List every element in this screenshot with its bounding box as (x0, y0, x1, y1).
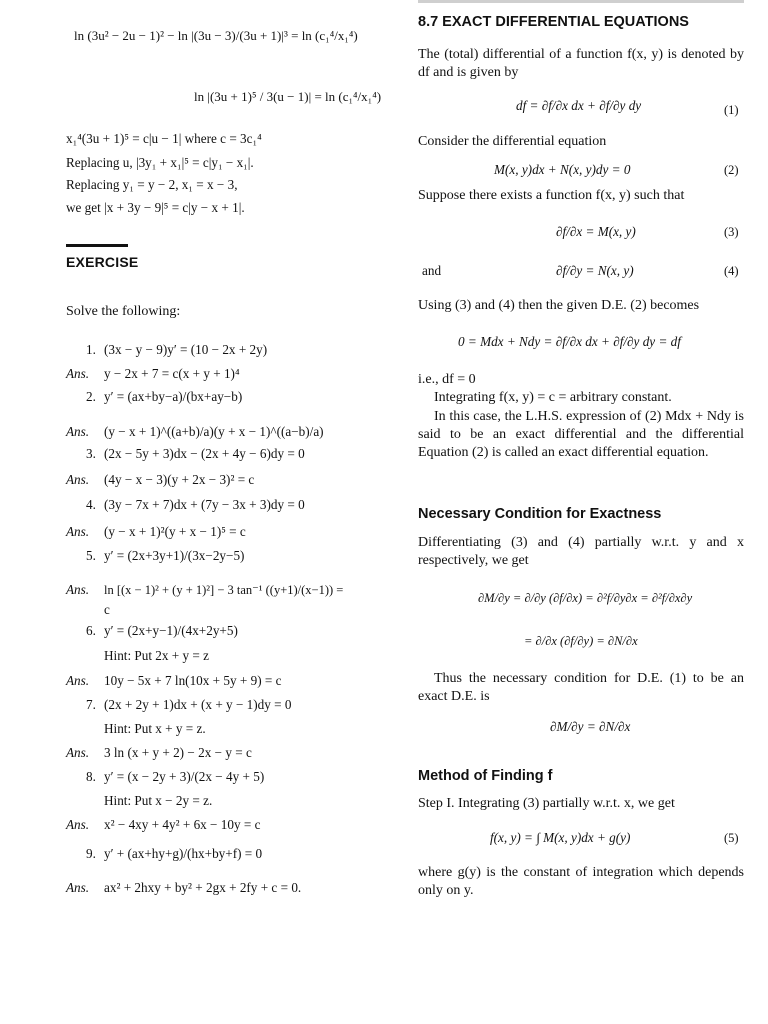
top-rule-right (418, 0, 744, 3)
answer-text: 3 ln (x + y + 2) − 2x − y = c (104, 745, 252, 760)
hint-text: Hint: Put x + y = z. (104, 721, 206, 736)
step-1-text: Step I. Integrating (3) partially w.r.t. x, we get (418, 796, 675, 811)
answer-text: (4y − x − 3)(y + 2x − 3)² = c (104, 472, 255, 487)
differentiating-paragraph: Differentiating (3) and (4) partially w.r.t. y and x respectively, we get (418, 535, 744, 568)
intro-paragraph: The (total) differential of a function f(x, y) is denoted by df and is given by (418, 47, 744, 80)
exercise-number: 4. (86, 497, 96, 512)
exactness-condition: ∂M/∂y = ∂N/∂x (550, 719, 631, 734)
math-line-2: ln |(3u + 1)⁵ / 3(u − 1)| = ln (c₁⁴/x₁⁴) (194, 89, 382, 104)
suppose-text: Suppose there exists a function f(x, y) such that (418, 188, 685, 203)
exercise-instruction: Solve the following: (66, 304, 181, 319)
exercise-equation: y′ = (2x+3y+1)/(3x−2y−5) (104, 548, 245, 563)
partial-equation-1: ∂M/∂y = ∂/∂y (∂f/∂x) = ∂²f/∂y∂x = ∂²f/∂x∂y (478, 591, 693, 605)
ie-line: i.e., df = 0 (418, 372, 476, 387)
hint-text: Hint: Put x − 2y = z. (104, 793, 213, 808)
exercise-number: 3. (86, 446, 96, 461)
answer-label: Ans. (66, 524, 90, 539)
equation-1: df = ∂f/∂x dx + ∂f/∂y dy (516, 98, 642, 113)
answer-label: Ans. (66, 582, 90, 597)
answer-label: Ans. (66, 424, 90, 439)
answer-text: ln [(x − 1)² + (y + 1)²] − 3 tan⁻¹ ((y+1)/(x−1)) = (104, 583, 344, 597)
exercise-number: 1. (86, 342, 96, 357)
equation-1-number: (1) (724, 103, 739, 117)
equation-3: ∂f/∂x = M(x, y) (556, 224, 636, 239)
math-line-1: ln (3u² − 2u − 1)² − ln |(3u − 3)/(3u + 1)|³ = ln (c₁⁴/x₁⁴) (74, 28, 358, 43)
answer-label: Ans. (66, 880, 90, 895)
in-this-case-paragraph: In this case, the L.H.S. expression of (2) Mdx + Ndy is said to be an exact differential and the differential Equation (2) is called an exact differential equation. (418, 409, 744, 460)
equation-2-number: (2) (724, 163, 739, 177)
equation-4-number: (4) (724, 264, 739, 278)
math-line-3: x₁⁴(3u + 1)⁵ = c|u − 1| where c = 3c₁⁴ (66, 131, 262, 146)
using-text: Using (3) and (4) then the given D.E. (2) becomes (418, 298, 700, 313)
exercise-number: 6. (86, 623, 96, 638)
exercise-number: 8. (86, 769, 96, 784)
answer-text: y − 2x + 7 = c(x + y + 1)⁴ (104, 366, 240, 381)
integrating-line: Integrating f(x, y) = c = arbitrary constant. (434, 390, 672, 405)
exercise-equation: (2x + 2y + 1)dx + (x + y − 1)dy = 0 (104, 697, 292, 712)
method-title: Method of Finding f (418, 768, 553, 784)
answer-label: Ans. (66, 745, 90, 760)
answer-label: Ans. (66, 472, 90, 487)
answer-label: Ans. (66, 366, 90, 381)
thus-paragraph: Thus the necessary condition for D.E. (1) to be an exact D.E. is (418, 671, 744, 704)
hint-text: Hint: Put 2x + y = z (104, 648, 209, 663)
and-label: and (422, 263, 442, 278)
exercise-equation: (3x − y − 9)y′ = (10 − 2x + 2y) (104, 342, 268, 357)
consider-text: Consider the differential equation (418, 134, 607, 149)
equation-5-number: (5) (724, 831, 739, 845)
math-line-5: Replacing y₁ = y − 2, x₁ = x − 3, (66, 177, 238, 192)
equation-3-number: (3) (724, 225, 739, 239)
exercise-equation: y′ + (ax+hy+g)/(hx+by+f) = 0 (104, 846, 263, 861)
equation-2: M(x, y)dx + N(x, y)dy = 0 (494, 162, 631, 177)
exercise-number: 5. (86, 548, 96, 563)
exercise-number: 2. (86, 389, 96, 404)
equation-4: ∂f/∂y = N(x, y) (556, 263, 634, 278)
necessary-condition-title: Necessary Condition for Exactness (418, 506, 662, 522)
equation-becomes: 0 = Mdx + Ndy = ∂f/∂x dx + ∂f/∂y dy = df (458, 334, 681, 349)
math-line-6: we get |x + 3y − 9|⁵ = c|y − x + 1|. (66, 200, 245, 215)
partial-equation-2: = ∂/∂x (∂f/∂y) = ∂N/∂x (524, 634, 638, 648)
answer-text: x² − 4xy + 4y² + 6x − 10y = c (104, 817, 261, 832)
answer-continuation: c (104, 602, 110, 617)
exercise-equation: y′ = (ax+by−a)/(bx+ay−b) (104, 389, 243, 404)
exercise-equation: y′ = (x − 2y + 3)/(2x − 4y + 5) (104, 769, 265, 784)
answer-text: ax² + 2hxy + by² + 2gx + 2fy + c = 0. (104, 880, 302, 895)
exercise-equation: (3y − 7x + 7)dx + (7y − 3x + 3)dy = 0 (104, 497, 305, 512)
exercise-rule (66, 244, 128, 247)
answer-text: (y − x + 1)²(y + x − 1)⁵ = c (104, 524, 246, 539)
answer-label: Ans. (66, 673, 90, 688)
math-line-4: Replacing u, |3y₁ + x₁|⁵ = c|y₁ − x₁|. (66, 155, 254, 170)
answer-text: 10y − 5x + 7 ln(10x + 5y + 9) = c (104, 673, 282, 688)
exercise-equation: y′ = (2x+y−1)/(4x+2y+5) (104, 623, 238, 638)
equation-5: f(x, y) = ∫ M(x, y)dx + g(y) (490, 830, 631, 845)
answer-text: (y − x + 1)^((a+b)/a)(y + x − 1)^((a−b)/a) (104, 424, 324, 439)
where-paragraph: where g(y) is the constant of integration which depends only on y. (418, 865, 744, 898)
exercise-equation: (2x − 5y + 3)dx − (2x + 4y − 6)dy = 0 (104, 446, 305, 461)
exercise-number: 9. (86, 846, 96, 861)
section-title: 8.7 EXACT DIFFERENTIAL EQUATIONS (418, 14, 689, 30)
exercise-title: EXERCISE (66, 254, 139, 270)
exercise-number: 7. (86, 697, 96, 712)
answer-label: Ans. (66, 817, 90, 832)
